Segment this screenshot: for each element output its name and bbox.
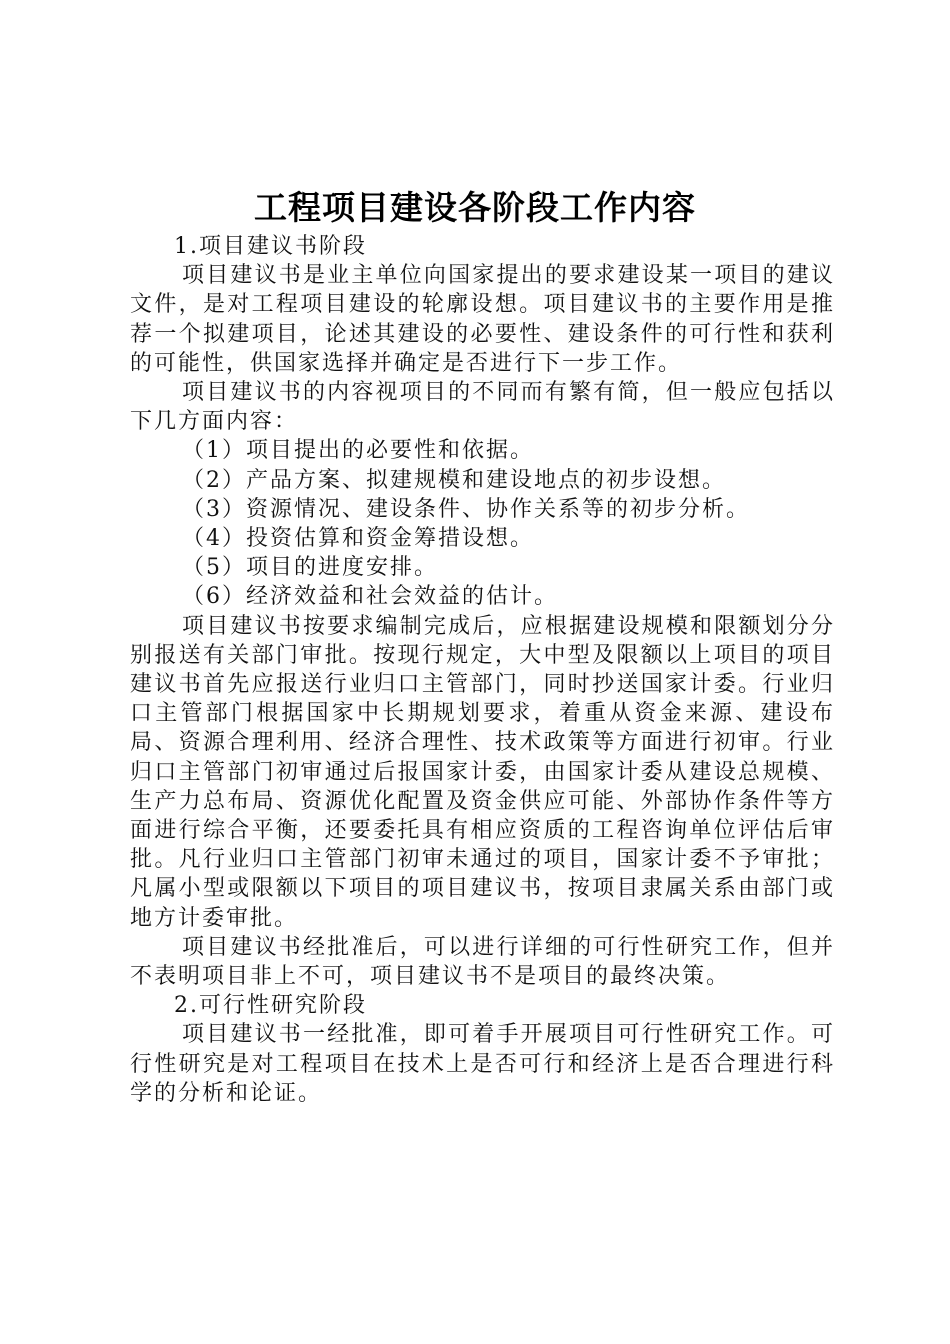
- list-item: （4）投资估算和资金筹措设想。: [182, 526, 534, 552]
- paragraph: 项目建议书一经批准，即可着手开展项目可行性研究工作。可行性研究是对工程项目在技术上是否可行和经济上是否合理进行科学的分析和论证。: [130, 1022, 835, 1106]
- list-item: （6）经济效益和社会效益的估计。: [182, 584, 558, 610]
- section-heading: 1.项目建议书阶段: [174, 234, 367, 259]
- section-heading: 2.可行性研究阶段: [174, 993, 367, 1019]
- list-item: （5）项目的进度安排。: [182, 555, 438, 581]
- list-item: （2）产品方案、拟建规模和建设地点的初步设想。: [182, 467, 726, 493]
- paragraph: 项目建议书是业主单位向国家提出的要求建设某一项目的建议文件，是对工程项目建设的轮廓设想。项目建议书的主要作用是推荐一个拟建项目，论述其建设的必要性、建设条件的可行性和获利的可能性，供国家选择并确定是否进行下一步工作。: [130, 263, 835, 376]
- page-title: 工程项目建设各阶段工作内容: [254, 188, 696, 227]
- paragraph: 项目建议书按要求编制完成后，应根据建设规模和限额划分分别报送有关部门审批。按现行规定，大中型及限额以上项目的项目建议书首先应报送行业归口主管部门，同时抄送国家计委。行业归口主管部门根据国家中长期规划要求，着重从资金来源、建设布局、资源合理利用、经济合理性、技术政策等方面进行初审。行业归口主管部门初审通过后报国家计委，由国家计委从建设总规模、生产力总布局、资源优化配置及资金供应可能、外部协作条件等方面进行综合平衡，还要委托具有相应资质的工程咨询单位评估后审批。凡行业归口主管部门初审未通过的项目，国家计委不予审批；凡属小型或限额以下项目的项目建议书，按项目隶属关系由部门或地方计委审批。: [130, 613, 835, 931]
- paragraph: 项目建议书的内容视项目的不同而有繁有简，但一般应包括以下几方面内容：: [130, 380, 835, 435]
- list-item: （1）项目提出的必要性和依据。: [182, 438, 534, 464]
- list-item: （3）资源情况、建设条件、协作关系等的初步分析。: [182, 496, 750, 522]
- document-body: [130, 232, 835, 1108]
- paragraph: 项目建议书经批准后，可以进行详细的可行性研究工作，但并不表明项目非上不可，项目建议书不是项目的最终决策。: [130, 934, 835, 990]
